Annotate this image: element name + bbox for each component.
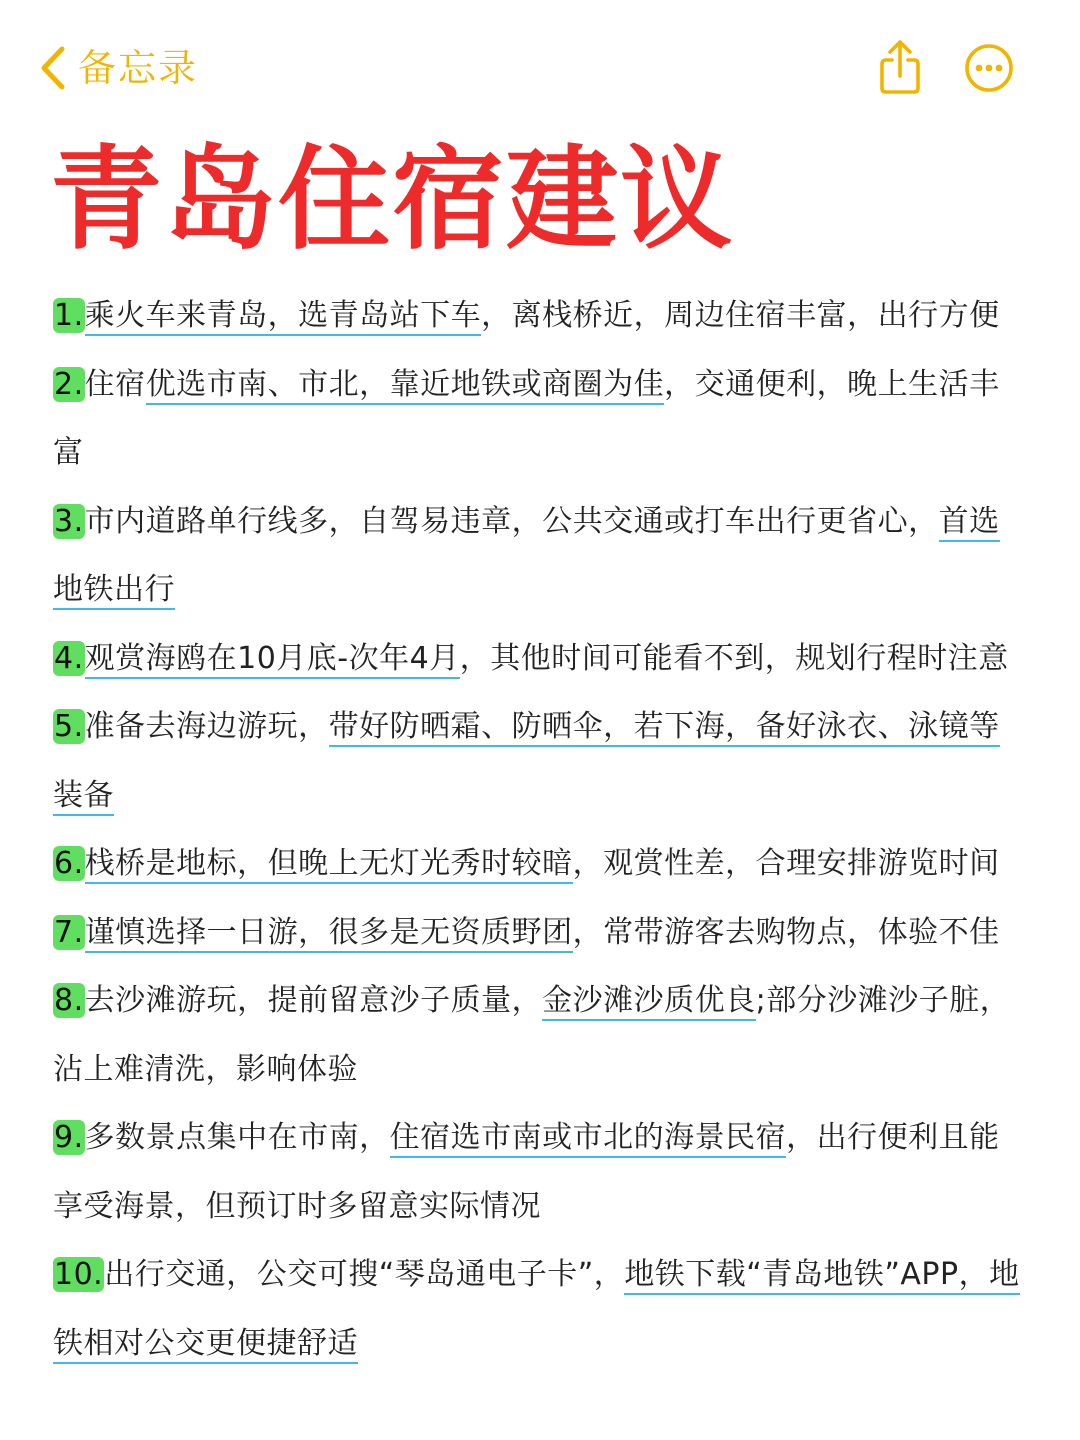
tip-text: ，出行便利且能享受海景，但预订时多留意实际情况	[53, 1120, 1000, 1224]
tip-text: ;部分沙滩沙子脏，沾上难清洗，影响体验	[53, 983, 1011, 1087]
tip-number: 1.	[54, 298, 84, 333]
tip-item	[53, 625, 1028, 694]
highlighted-text: 谨慎选择一日游，很多是无资质野团	[85, 915, 573, 956]
tip-item	[53, 1241, 1028, 1378]
highlighted-text: 栈桥是地标，但晚上无灯光秀时较暗	[85, 846, 573, 887]
tip-text: ，常带游客去购物点，体验不佳	[572, 914, 1000, 950]
more-ellipsis-icon	[957, 36, 1021, 100]
highlighted-text: 住宿选市南或市北的海景民宿	[390, 1120, 787, 1161]
highlighted-text: 地铁下载“青岛地铁”APP，地铁相对公交更便捷舒适	[53, 1257, 1020, 1367]
tip-text: 出行交通，公交可搜“琴岛通电子卡”，	[104, 1257, 625, 1292]
tip-text: ，观赏性差，合理安排游览时间	[572, 846, 1000, 881]
tip-item	[53, 282, 1028, 351]
tip-number: 6.	[54, 846, 84, 881]
tip-number: 9.	[54, 1120, 84, 1155]
highlighted-text: 乘火车来青岛，选青岛站下车	[85, 298, 482, 339]
share-icon	[868, 36, 932, 100]
tip-text: ，离栈桥近，周边住宿丰富，出行方便	[481, 298, 1000, 333]
tip-text: 准备去海边游玩，	[84, 709, 329, 744]
tip-number: 7.	[54, 914, 84, 950]
tip-number: 10.	[54, 1257, 104, 1292]
tip-item	[53, 693, 1028, 830]
tip-text: 多数景点集中在市南，	[84, 1120, 390, 1155]
highlighted-text: 金沙滩沙质优良	[542, 983, 756, 1024]
tip-item	[53, 488, 1028, 625]
tip-number: 5.	[54, 709, 84, 744]
back-button-label: 备忘录	[78, 46, 199, 90]
highlighted-text: 观赏海鸥在10月底-次年4月	[85, 641, 460, 682]
highlighted-text: 优选市南、市北，靠近地铁或商圈为佳	[146, 367, 665, 408]
tip-item	[53, 830, 1028, 899]
top-navigation-bar	[0, 0, 1080, 130]
chevron-left-icon	[38, 43, 68, 93]
share-button[interactable]	[868, 36, 932, 100]
tip-number: 3.	[54, 503, 84, 539]
tip-item	[53, 967, 1028, 1104]
tip-text: ，其他时间可能看不到，规划行程时注意	[459, 640, 1009, 676]
tip-number: 4.	[54, 640, 84, 676]
tip-text: 住宿	[84, 366, 146, 402]
tip-number: 8.	[54, 983, 84, 1018]
tip-number: 2.	[54, 366, 84, 402]
tip-text: 去沙滩游玩，提前留意沙子质量，	[84, 983, 543, 1018]
tip-item	[53, 899, 1028, 968]
tip-text: 市内道路单行线多，自驾易违章，公共交通或打车出行更省心，	[84, 503, 939, 539]
note-title: 青岛住宿建议	[50, 135, 734, 265]
back-button[interactable]	[38, 40, 198, 96]
highlighted-text: 首选地铁出行	[53, 504, 1000, 614]
tip-text: ，交通便利，晚上生活丰富	[53, 366, 1000, 470]
tip-item	[53, 1104, 1028, 1241]
highlighted-text: 带好防晒霜、防晒伞，若下海，备好泳衣、泳镜等装备	[53, 709, 1000, 819]
tip-item	[53, 351, 1028, 488]
tips-list	[53, 282, 1028, 1378]
more-options-button[interactable]	[957, 36, 1021, 100]
